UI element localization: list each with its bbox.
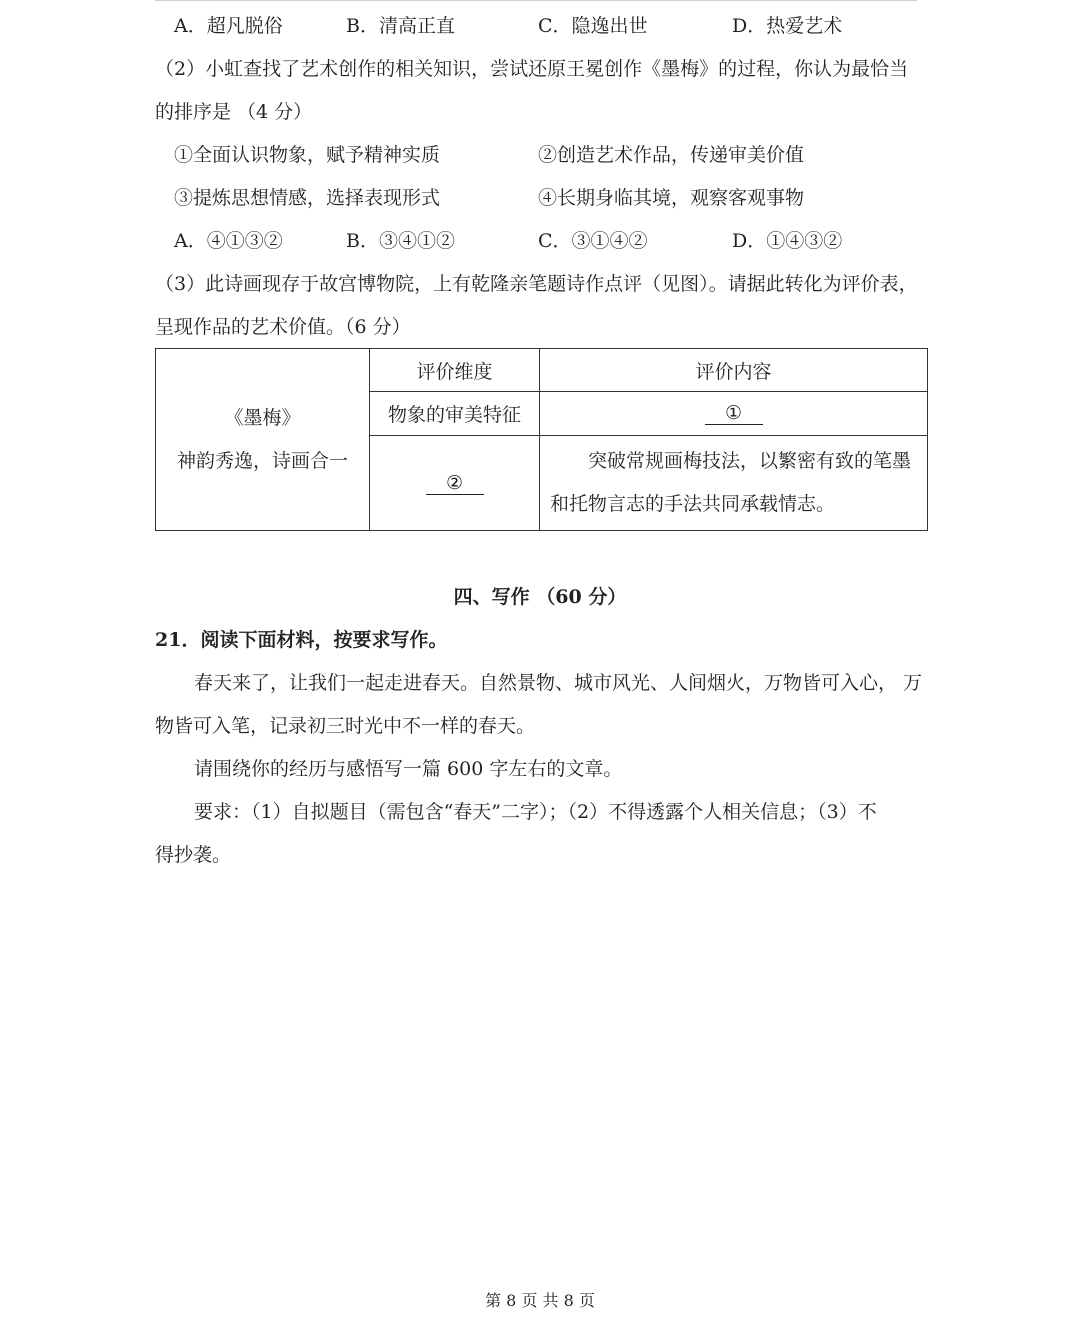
q1-option-d: D．热爱艺术 xyxy=(732,15,843,37)
q2-item-1: ①全面认识物象，赋予精神实质 xyxy=(174,144,441,166)
answer-blank-1[interactable]: ① xyxy=(705,402,763,425)
requirement-line2: 得抄袭。 xyxy=(155,844,232,866)
q2-option-b: B．③④①② xyxy=(346,230,455,252)
material-line2: 物皆可入笔，记录初三时光中不一样的春天。 xyxy=(155,715,536,737)
q1-option-a: A．超凡脱俗 xyxy=(174,15,283,37)
page-footer: 第 8 页 共 8 页 xyxy=(485,1291,595,1310)
evaluation-table xyxy=(155,348,928,531)
q2-stem-line1: （2）小虹查找了艺术创作的相关知识，尝试还原王冕创作《墨梅》的过程，你认为最恰当 xyxy=(155,58,909,80)
table-header-dimension: 评价维度 xyxy=(370,349,540,392)
table-work-title: 《墨梅》 xyxy=(224,406,301,429)
q1-option-c: C．隐逸出世 xyxy=(538,15,648,37)
table-row2-dimension xyxy=(370,436,540,531)
q2-option-d: D．①④③② xyxy=(732,230,843,252)
q2-item-4: ④长期身临其境，观察客观事物 xyxy=(538,187,805,209)
q2-option-a: A．④①③② xyxy=(174,230,283,252)
q21-title: 21．阅读下面材料，按要求写作。 xyxy=(155,629,448,651)
table-row1-dimension: 物象的审美特征 xyxy=(370,392,540,436)
q2-item-2: ②创造艺术作品，传递审美价值 xyxy=(538,144,805,166)
q3-stem-line2: 呈现作品的艺术价值。（6 分） xyxy=(155,316,411,338)
top-divider xyxy=(155,0,917,1)
q2-option-c: C．③①④② xyxy=(538,230,648,252)
q2-item-3: ③提炼思想情感，选择表现形式 xyxy=(174,187,441,209)
table-row2-line2: 和托物言志的手法共同承载情志。 xyxy=(550,493,836,515)
instruction: 请围绕你的经历与感悟写一篇 600 字左右的文章。 xyxy=(194,758,623,780)
table-row2-line1: 突破常规画梅技法，以繁密有致的笔墨 xyxy=(588,450,912,472)
section-title: 四、写作 （60 分） xyxy=(453,586,627,608)
q2-stem-line2: 的排序是 （4 分） xyxy=(155,101,313,123)
table-header-content: 评价内容 xyxy=(540,349,928,392)
requirement-line1: 要求：（1）自拟题目（需包含“春天”二字）；（2）不得透露个人相关信息；（3）不 xyxy=(194,801,877,823)
table-row2-content xyxy=(540,436,928,531)
q1-option-b: B．清高正直 xyxy=(346,15,455,37)
table-work-cell xyxy=(156,349,370,531)
table-work-subtitle: 神韵秀逸，诗画合一 xyxy=(176,449,348,472)
q3-stem-line1: （3）此诗画现存于故宫博物院，上有乾隆亲笔题诗作点评（见图）。请据此转化为评价表， xyxy=(155,273,918,295)
material-line1: 春天来了，让我们一起走进春天。自然景物、城市风光、人间烟火，万物皆可入心， 万 xyxy=(194,672,923,694)
answer-blank-2[interactable]: ② xyxy=(426,472,484,495)
table-row1-content xyxy=(540,392,928,436)
